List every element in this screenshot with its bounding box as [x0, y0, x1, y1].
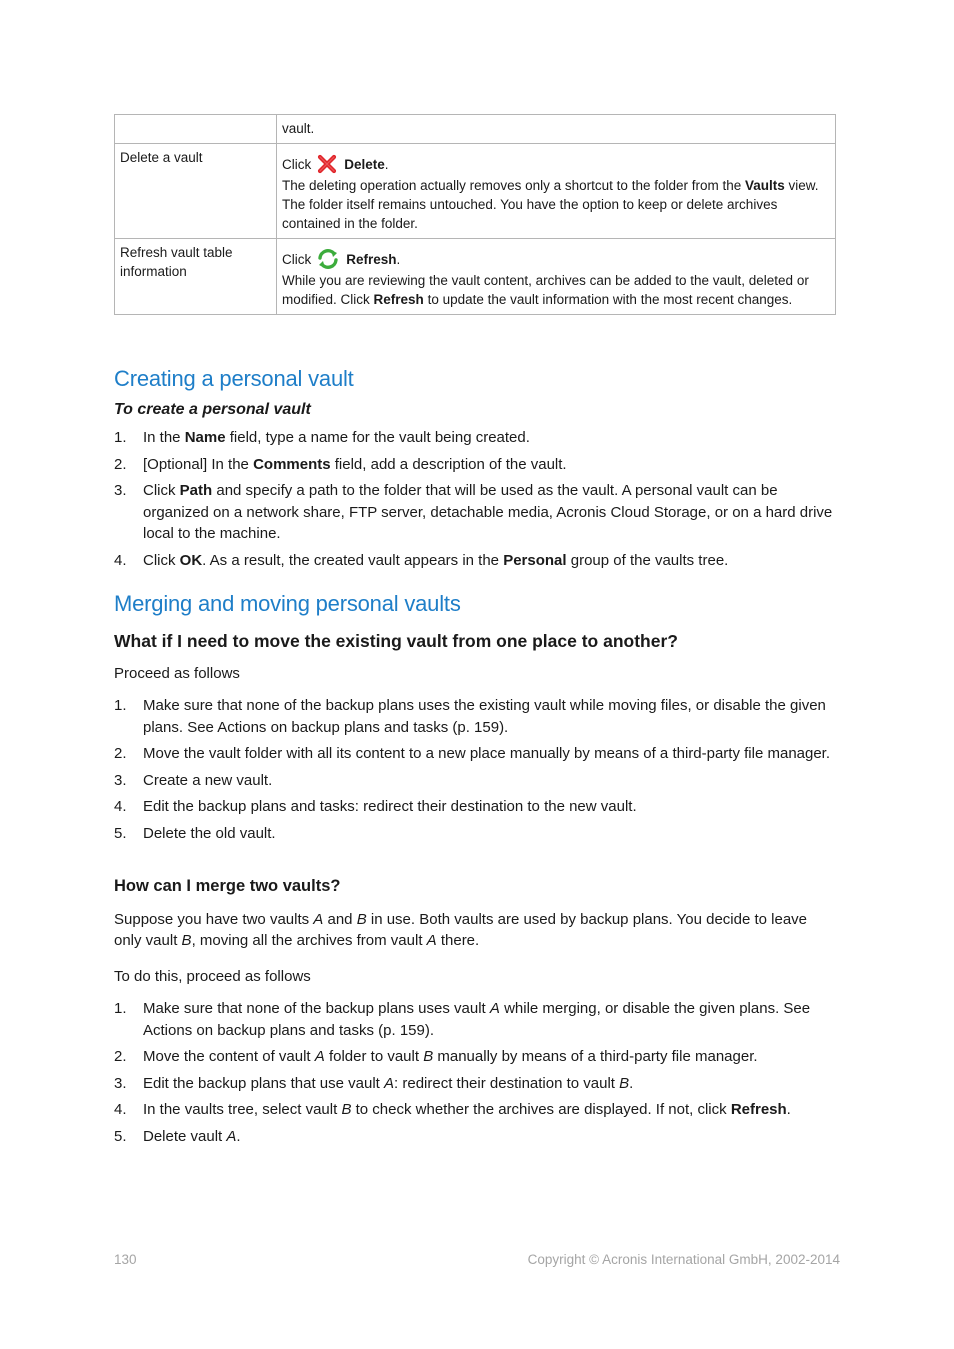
list-number: 3.: [114, 771, 127, 789]
list-number: 2.: [114, 745, 127, 762]
click-instruction: Click Refresh .: [282, 247, 830, 271]
table-row: [115, 239, 836, 315]
list-item: 2. [Optional] In the Comments field, add a description of the vault.: [114, 454, 840, 476]
procedure-title: To create a personal vault: [114, 401, 311, 418]
description-cell: [277, 239, 836, 315]
merge-intro: To do this, proceed as follows: [114, 968, 311, 985]
list-item: 3. Click Path and specify a path to the folder that will be used as the vault. A personal vault can be organized on a network share, FTP server, detachable media, Acronis Cloud Storage, or on a hard drive local to the machine.: [114, 482, 833, 542]
list-item: 1. Make sure that none of the backup plans uses the existing vault while moving files, or disable the given plans. See Actions on backup plans and tasks (p. 159).: [114, 697, 826, 736]
description-cell: [277, 115, 836, 144]
list-item: 4. In the vaults tree, select vault B to check whether the archives are displayed. If not, click Refresh.: [114, 1099, 840, 1121]
list-number: 4.: [114, 551, 127, 569]
section-heading-creating-vault: Creating a personal vault: [114, 366, 354, 391]
action-cell: [115, 115, 277, 144]
list-number: 1.: [114, 697, 127, 714]
table-row: [115, 144, 836, 239]
list-number: 3.: [114, 1074, 127, 1092]
section-heading-merging-vaults: Merging and moving personal vaults: [114, 591, 461, 616]
list-item: 2. Move the content of vault A folder to vault B manually by means of a third-party file manager.: [114, 1046, 840, 1068]
list-item: 1. Make sure that none of the backup plans uses vault A while merging, or disable the given plans. See Actions on backup plans and tasks (p. 159).: [114, 1000, 811, 1039]
question-heading-move: What if I need to move the existing vault from one place to another?: [114, 631, 678, 651]
list-number: 4.: [114, 1101, 127, 1118]
description-cell: [277, 144, 836, 239]
list-number: 5.: [114, 1127, 127, 1145]
move-vault-steps: [114, 695, 840, 849]
refresh-label: Refresh: [346, 251, 397, 267]
refresh-icon[interactable]: [316, 248, 340, 270]
list-number: 4.: [114, 798, 127, 815]
click-instruction: Click Delete .: [282, 152, 830, 176]
list-item: 4. Edit the backup plans and tasks: redirect their destination to the new vault.: [114, 796, 840, 818]
vault-actions-table: [114, 114, 836, 315]
action-cell: Delete a vault: [115, 144, 277, 239]
list-number: 2.: [114, 455, 127, 473]
action-cell: Refresh vault table information: [115, 239, 277, 315]
table-row: [115, 115, 836, 144]
list-item: 3. Create a new vault.: [114, 770, 840, 792]
move-intro: Proceed as follows: [114, 665, 240, 682]
list-item: 4. Click OK. As a result, the created vault appears in the Personal group of the vaults tree.: [114, 550, 840, 572]
description-text: vault.: [282, 121, 315, 136]
merge-description: Suppose you have two vaults A and B in use. Both vaults are used by backup plans. You decide to leave only vault B, moving all the archives from vault A there.: [114, 911, 808, 949]
list-number: 1.: [114, 1000, 127, 1017]
list-item: 2. Move the vault folder with all its content to a new place manually by means of a third-party file manager.: [114, 743, 840, 765]
list-number: 5.: [114, 824, 127, 842]
list-item: 5. Delete the old vault.: [114, 823, 840, 845]
description-text: While you are reviewing the vault content, archives can be added to the vault, deleted or modified. Click Refresh to update the vault information with the most recent changes.: [282, 273, 809, 307]
delete-x-icon[interactable]: [316, 154, 338, 174]
list-item: 1. In the Name field, type a name for the vault being created.: [114, 427, 840, 449]
list-item: 3. Edit the backup plans that use vault A: redirect their destination to vault B.: [114, 1073, 840, 1095]
list-item: 5. Delete vault A.: [114, 1126, 840, 1148]
list-number: 3.: [114, 482, 127, 499]
list-number: 2.: [114, 1048, 127, 1065]
list-number: 1.: [114, 429, 127, 446]
delete-label: Delete: [344, 156, 385, 172]
description-text: The deleting operation actually removes only a shortcut to the folder from the Vaults view. The folder itself remains untouched. You have the option to keep or delete archives contained in the folder.: [282, 178, 819, 231]
question-heading-merge: How can I merge two vaults?: [114, 877, 341, 895]
create-vault-steps: [114, 427, 840, 576]
merge-vault-steps: [114, 998, 840, 1152]
copyright: Copyright © Acronis International GmbH, 2002-2014: [527, 1252, 840, 1267]
page-number: 130: [114, 1252, 137, 1267]
